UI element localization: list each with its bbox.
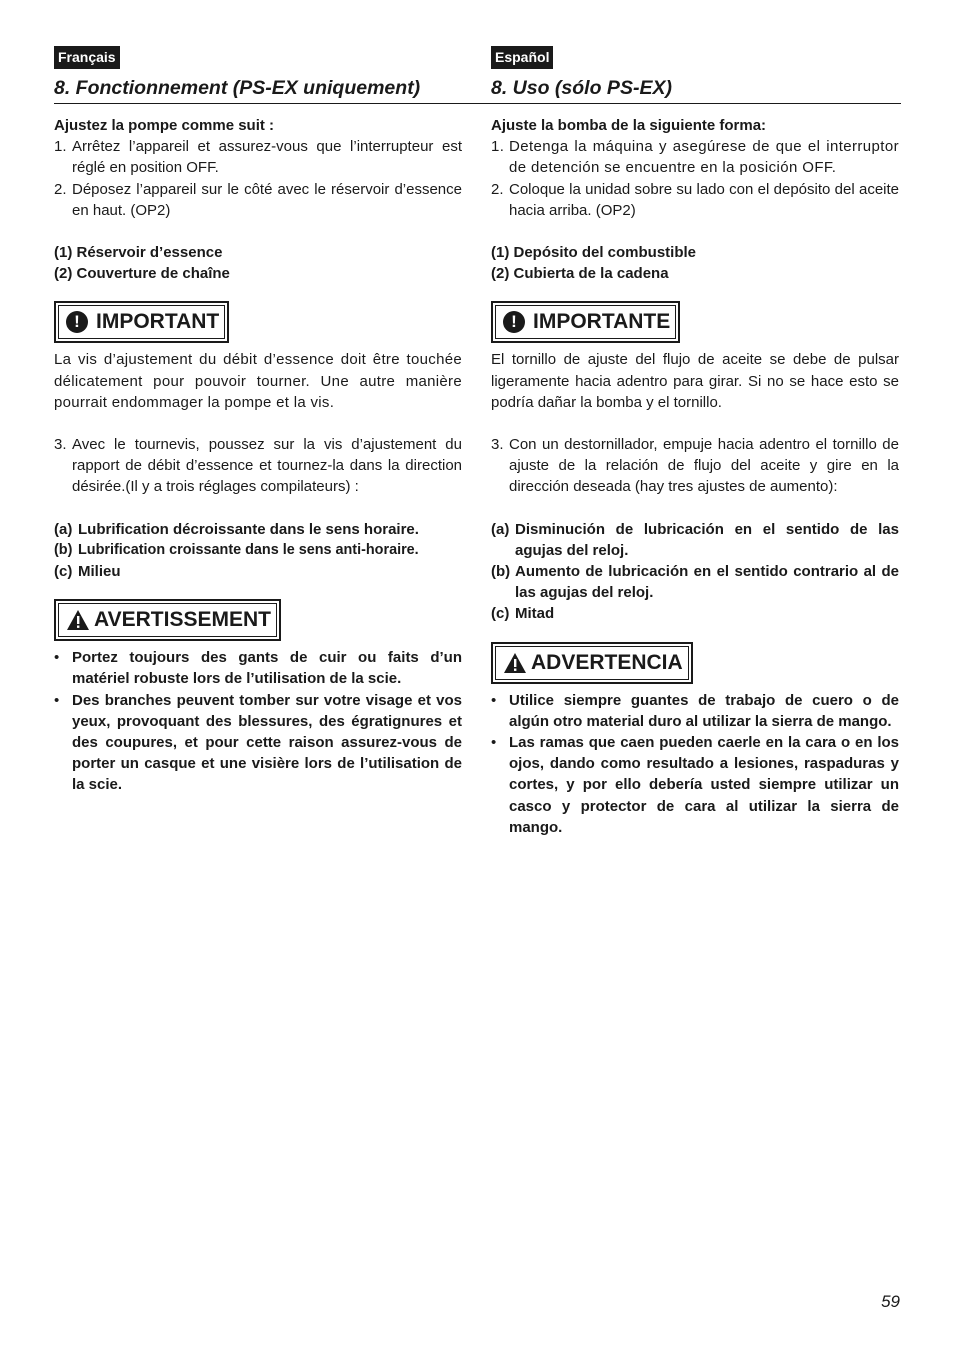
important-label: IMPORTANT (96, 310, 220, 334)
exclamation-icon: ! (66, 311, 88, 333)
step-item: 1. Detenga la máquina y asegúrese de que el interruptor de detención se encuentre en la posición OFF. (491, 138, 899, 177)
part-label: (1) Réservoir d’essence (54, 244, 223, 262)
option-item: (b) Aumento de lubricación en el sentido contrario al de las agujas del reloj. (491, 563, 899, 602)
warning-box (491, 642, 693, 684)
bullet-item: • Portez toujours des gants de cuir ou faits d’un matériel robuste lors de l’utilisation de la scie. (54, 649, 462, 688)
bullet-item: • Utilice siempre guantes de trabajo de cuero o de algún otro material duro al utilizar la sierra de mango. (491, 691, 899, 730)
section-title: 8. Uso (sólo PS-EX) (491, 77, 672, 99)
intro-text: Ajustez la pompe comme suit : (54, 117, 275, 134)
option-item: (c) Milieu (54, 563, 121, 581)
page-number: 59 (881, 1292, 900, 1311)
part-label: (2) Cubierta de la cadena (491, 265, 669, 283)
step-item: 3. Con un destornillador, empuje hacia adentro el tornillo de ajuste de la relación de flujo del aceite y gire en la dirección deseada (hay tres ajustes de aumento): (491, 436, 899, 496)
bullet-item: • Las ramas que caen pueden caerle en la cara o en los ojos, dando como resultado a lesiones, raspaduras y cortes, y por ello debería usted siempre utilizar un casco y protector de cara al utilizar la sierra de mango. (491, 734, 899, 836)
important-label: IMPORTANTE (533, 310, 671, 334)
step-item: 1. Arrêtez l’appareil et assurez-vous que l’interrupteur est réglé en position OFF. (54, 138, 462, 177)
step-item: 2. Coloque la unidad sobre su lado con el depósito del aceite hacia arriba. (OP2) (491, 180, 899, 219)
warning-label: AVERTISSEMENT (94, 608, 271, 632)
important-text: La vis d’ajustement du débit d’essence doit être touchée délicatement pour pouvoir tourner. Une autre manière pourrait endommager la pompe et la vis. (54, 351, 462, 411)
exclamation-icon: ! (503, 311, 525, 333)
language-tag: Français (54, 46, 120, 69)
step-item: 2. Déposez l’appareil sur le côté avec le réservoir d’essence en haut. (OP2) (54, 180, 462, 219)
option-item: (c) Mitad (491, 605, 555, 623)
warning-label: ADVERTENCIA (531, 650, 683, 674)
important-text: El tornillo de ajuste del flujo de aceite se debe de pulsar ligeramente hacia adentro para girar. Si no se hace esto se podría dañar la bomba y el tornillo. (491, 351, 899, 411)
section-title: 8. Fonctionnement (PS-EX uniquement) (54, 77, 421, 99)
warning-box (54, 599, 281, 641)
part-label: (2) Couverture de chaîne (54, 265, 230, 283)
french-column (54, 46, 462, 796)
part-label: (1) Depósito del combustible (491, 244, 697, 262)
important-box (491, 301, 680, 343)
option-item: (a) Lubrification décroissante dans le sens horaire. (54, 520, 419, 538)
language-tag: Español (491, 46, 553, 69)
option-item: (b) Lubrification croissante dans le sens anti-horaire. (54, 541, 419, 558)
bullet-item: • Des branches peuvent tomber sur votre visage et vos yeux, provoquant des blessures, des égratignures et des coupures, et pour cette raison assurez-vous de porter un casque et une visière lors de l’utilisation de la scie. (54, 691, 462, 794)
spanish-column (491, 46, 899, 838)
intro-text: Ajuste la bomba de la siguiente forma: (491, 117, 767, 134)
option-item: (a) Disminución de lubricación en el sentido de las agujas del reloj. (491, 520, 899, 559)
important-box (54, 301, 229, 343)
step-item: 3. Avec le tournevis, poussez sur la vis d’ajustement du rapport de débit d’essence et tournez-la dans la direction désirée.(Il y a trois réglages compilateurs) : (54, 436, 462, 496)
warning-icon (66, 609, 90, 631)
warning-icon (503, 652, 527, 674)
